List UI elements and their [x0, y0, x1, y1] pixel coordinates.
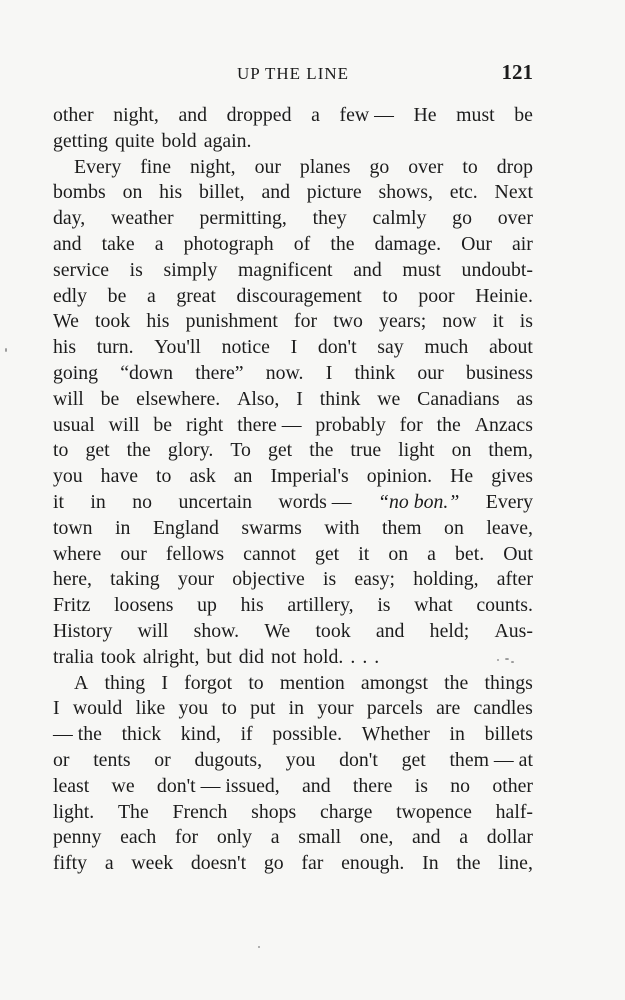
word: business [465, 361, 533, 384]
word: right [185, 413, 224, 436]
word: light. [53, 800, 95, 823]
word: ask [189, 465, 216, 488]
word: and [261, 181, 290, 204]
word: you [178, 697, 209, 720]
word: Heinie. [475, 284, 533, 307]
text-line [53, 335, 533, 361]
word: dropped [226, 104, 292, 126]
word: alright, [142, 645, 200, 668]
word: them — at [449, 748, 533, 771]
word: opinion. [366, 465, 433, 488]
text-line [53, 309, 533, 335]
word: Every [485, 490, 533, 513]
word: would [72, 697, 123, 720]
word: get [401, 748, 426, 771]
word: it [492, 310, 504, 333]
word: etc. [449, 181, 478, 204]
word: dollar [486, 826, 533, 849]
word: turn. [96, 336, 134, 359]
body-text [53, 103, 533, 877]
word: shows, [378, 181, 433, 204]
word: parcels [366, 697, 423, 720]
word: half- [495, 800, 533, 823]
word: the [444, 671, 469, 694]
word: Every [74, 155, 122, 178]
word: or [53, 748, 70, 771]
word: swarms [241, 516, 302, 539]
word: in [449, 723, 465, 746]
word: they [312, 207, 347, 230]
word: our [417, 361, 444, 384]
word: to [221, 697, 237, 720]
word: of [293, 232, 311, 255]
word: simply [163, 258, 218, 281]
text-line [53, 851, 533, 877]
word: Also, [237, 387, 280, 410]
word: a [154, 232, 164, 255]
word: leave, [486, 516, 533, 539]
margin-speck [5, 348, 7, 352]
word: is [519, 310, 533, 333]
word: not [270, 645, 297, 668]
text-line [53, 567, 533, 593]
word: show. [193, 619, 240, 642]
word: I [53, 697, 60, 720]
word: you [285, 748, 316, 771]
word: the [330, 232, 355, 255]
word: We [264, 619, 291, 642]
word: after [496, 568, 533, 591]
word: loosens [114, 594, 174, 617]
word: a [427, 542, 436, 565]
word: . [350, 645, 356, 668]
text-line [53, 232, 533, 258]
text-line [53, 284, 533, 310]
text-line [53, 748, 533, 774]
word: easy; [354, 568, 395, 591]
word: you [53, 465, 83, 488]
word: . [362, 645, 368, 668]
word: Whether [361, 723, 430, 746]
word: the [436, 413, 461, 436]
word: now [442, 310, 477, 333]
word: taking [110, 568, 160, 591]
word: his [159, 181, 183, 204]
word: damage. [374, 232, 442, 255]
word: no [450, 774, 471, 797]
paper-speck [497, 659, 499, 661]
word: We [53, 310, 79, 333]
word: drop [496, 155, 533, 178]
word: Anzacs [474, 413, 533, 436]
word: dugouts, [194, 748, 263, 771]
word: bold [161, 129, 197, 152]
word: elsewhere. [136, 387, 221, 410]
word: cannot [243, 542, 296, 565]
word: his [53, 336, 77, 359]
word: think [319, 387, 361, 410]
word: line, [498, 852, 533, 875]
word: week [131, 852, 174, 875]
word: twopence [396, 800, 472, 823]
word: fifty [53, 852, 88, 875]
word: no [132, 490, 153, 513]
text-line [53, 180, 533, 206]
word: for [399, 413, 423, 436]
word: must [402, 258, 441, 281]
word: don't — issued, [156, 774, 280, 797]
word: objective [232, 568, 305, 591]
word: things [484, 671, 533, 694]
word: as [516, 387, 533, 410]
word: A [74, 671, 89, 694]
word: say [377, 336, 404, 359]
word: mention [279, 671, 345, 694]
word: I [161, 671, 168, 694]
word: now. [265, 361, 304, 384]
word: a [146, 284, 156, 307]
word: thick [121, 723, 162, 746]
word: town [53, 516, 93, 539]
text-line [53, 206, 533, 232]
word: is [129, 258, 143, 281]
word: Next [494, 181, 533, 204]
page-number: 121 [501, 60, 533, 84]
word: photograph [183, 232, 274, 255]
word: if [240, 723, 253, 746]
word: a [311, 104, 320, 126]
word: will [137, 619, 169, 642]
word: is [377, 594, 391, 617]
text-line [53, 413, 533, 439]
word: weather [111, 207, 174, 230]
word: Our [461, 232, 492, 255]
word: charge [320, 800, 373, 823]
word: did [238, 645, 264, 668]
word: get [85, 439, 110, 462]
running-title: UP THE LINE [236, 64, 350, 83]
word: picture [306, 181, 362, 204]
word: it [53, 490, 64, 513]
word: candles [473, 697, 533, 720]
word: took [95, 310, 131, 333]
word: hold. [303, 645, 344, 668]
text-line [53, 103, 533, 129]
text-line [53, 696, 533, 722]
word: Aus- [494, 619, 533, 642]
word: to [382, 284, 398, 307]
word: our [254, 155, 281, 178]
text-line [53, 155, 533, 181]
word: The [117, 800, 149, 823]
word: other [53, 104, 94, 126]
word: a [459, 826, 469, 849]
word: about [488, 336, 533, 359]
word: don't [339, 748, 378, 771]
word: Out [503, 542, 533, 565]
word: To [230, 439, 251, 462]
word: undoubt- [461, 258, 533, 281]
word: the [456, 852, 481, 875]
word: far [301, 852, 324, 875]
word: possible. [272, 723, 343, 746]
word: billets [484, 723, 533, 746]
word: holding, [413, 568, 479, 591]
word: but [206, 645, 232, 668]
word: put [250, 697, 276, 720]
word: artillery, [287, 594, 354, 617]
word: there [352, 774, 393, 797]
word: them, [488, 439, 533, 462]
word: Canadians [417, 387, 500, 410]
word: bombs [53, 181, 106, 204]
word: enough. [341, 852, 405, 875]
word: — the [53, 723, 102, 746]
text-line [53, 516, 533, 542]
word: are [436, 697, 461, 720]
word: . [374, 645, 380, 668]
word: to [156, 465, 172, 488]
word: fine [140, 155, 171, 178]
word: notice [221, 336, 270, 359]
word: the [309, 439, 334, 462]
word: have [100, 465, 139, 488]
word: probably [315, 413, 386, 436]
word: Imperial's [270, 465, 349, 488]
word: light [398, 439, 435, 462]
word: a [104, 852, 114, 875]
word: on [451, 439, 472, 462]
word: to [462, 155, 478, 178]
word: we [377, 387, 401, 410]
word: getting [53, 129, 108, 152]
word: planes [299, 155, 351, 178]
word: on [122, 181, 143, 204]
word: be [107, 284, 127, 307]
paper-speck [511, 661, 514, 663]
word: penny [53, 826, 102, 849]
word: You'll [154, 336, 201, 359]
word: be [153, 413, 173, 436]
word: go [263, 852, 284, 875]
word: History [53, 619, 113, 642]
word: shops [251, 800, 297, 823]
word: gives [491, 465, 533, 488]
word: and [375, 619, 405, 642]
text-line [53, 361, 533, 387]
word: and [178, 104, 208, 126]
text-line [53, 774, 533, 800]
word: them [381, 516, 422, 539]
word: don't [317, 336, 357, 359]
text-line [53, 645, 533, 671]
word: it [358, 542, 370, 565]
word: quite [114, 129, 155, 152]
text-line [53, 129, 533, 155]
word: service [53, 258, 110, 281]
word: magnificent [238, 258, 333, 281]
word: much [424, 336, 469, 359]
word: will [53, 387, 84, 410]
word: punishment [185, 310, 278, 333]
word: doesn't [190, 852, 247, 875]
word: is [414, 774, 428, 797]
word: go [452, 207, 472, 230]
word: I [325, 361, 333, 384]
word: to [248, 671, 264, 694]
text-line [53, 438, 533, 464]
text-line [53, 722, 533, 748]
word: his [146, 310, 170, 333]
word: go [369, 155, 390, 178]
word: edly [53, 284, 88, 307]
word: fellows [165, 542, 225, 565]
word: only [216, 826, 252, 849]
word: and [353, 258, 382, 281]
word: tralia [53, 645, 94, 668]
word: to [53, 439, 69, 462]
word: must [456, 104, 495, 126]
word: an [233, 465, 253, 488]
word: think [354, 361, 396, 384]
word: other [492, 774, 533, 797]
text-line [53, 542, 533, 568]
text-line [53, 464, 533, 490]
word: get [267, 439, 293, 462]
word: air [512, 232, 533, 255]
word: is [322, 568, 337, 591]
word: night, [113, 104, 159, 126]
word: took [100, 645, 136, 668]
word: the [126, 439, 151, 462]
word: true [350, 439, 382, 462]
word: each [120, 826, 157, 849]
word: I [296, 387, 303, 410]
text-line [53, 490, 533, 516]
text-line [53, 258, 533, 284]
text-line [53, 800, 533, 826]
word: calmly [372, 207, 427, 230]
word: bet. [455, 542, 485, 565]
word: for [294, 310, 318, 333]
word: his [240, 594, 264, 617]
word: where [53, 542, 102, 565]
word: “no bon.” [377, 490, 460, 513]
word: small [298, 826, 342, 849]
word: counts. [476, 594, 533, 617]
text-line [53, 825, 533, 851]
word: will [108, 413, 140, 436]
word: take [101, 232, 135, 255]
word: like [135, 697, 166, 720]
word: He [413, 104, 437, 126]
word: poor [418, 284, 455, 307]
word: two [333, 310, 363, 333]
word: over [408, 155, 444, 178]
word: a [270, 826, 280, 849]
word: held; [429, 619, 470, 642]
word: permitting, [199, 207, 287, 230]
word: least [53, 774, 90, 797]
word: we [111, 774, 135, 797]
word: words — [278, 490, 352, 513]
word: or [154, 748, 171, 771]
word: billet, [199, 181, 245, 204]
word: took [315, 619, 351, 642]
word: and [53, 232, 82, 255]
word: years; [379, 310, 427, 333]
word: there” [195, 361, 244, 384]
word: French [172, 800, 228, 823]
word: with [324, 516, 360, 539]
word: on [388, 542, 409, 565]
word: one, [359, 826, 394, 849]
word: in [288, 697, 305, 720]
word: our [120, 542, 147, 565]
word: over [497, 207, 533, 230]
word: forgot [184, 671, 233, 694]
word: I [290, 336, 298, 359]
word: few — [339, 104, 394, 126]
word: In [422, 852, 439, 875]
text-line [53, 619, 533, 645]
word: thing [104, 671, 146, 694]
word: here, [53, 568, 92, 591]
text-line [53, 671, 533, 697]
word: Fritz [53, 594, 91, 617]
word: be [100, 387, 120, 410]
word: He [450, 465, 474, 488]
text-line [53, 387, 533, 413]
word: uncertain [178, 490, 253, 513]
word: up [197, 594, 217, 617]
running-head [53, 60, 533, 90]
word: night, [189, 155, 236, 178]
word: your [177, 568, 215, 591]
word: again. [203, 129, 252, 152]
word: there — [237, 413, 302, 436]
word: England [152, 516, 219, 539]
word: great [176, 284, 216, 307]
word: for [175, 826, 199, 849]
word: day, [53, 207, 86, 230]
word: in [90, 490, 106, 513]
word: amongst [360, 671, 428, 694]
paper-speck [258, 946, 260, 948]
word: and [302, 774, 331, 797]
word: going [53, 361, 99, 384]
word: kind, [180, 723, 221, 746]
word: get [314, 542, 340, 565]
word: glory. [167, 439, 214, 462]
text-line [53, 593, 533, 619]
word: “down [120, 361, 174, 384]
word: your [317, 697, 354, 720]
word: on [444, 516, 464, 539]
word: usual [53, 413, 95, 436]
word: what [414, 594, 453, 617]
word: tents [93, 748, 131, 771]
word: and [412, 826, 441, 849]
word: in [115, 516, 131, 539]
paper-speck [505, 658, 509, 660]
word: be [514, 104, 533, 126]
word: discouragement [236, 284, 362, 307]
